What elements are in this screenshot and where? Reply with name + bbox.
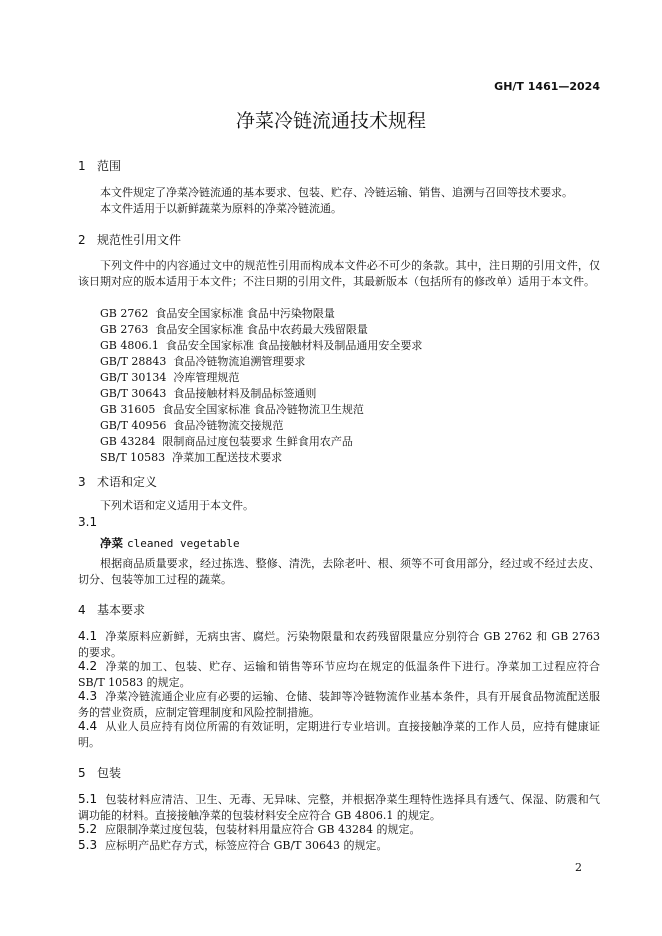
clause-text: 包装材料应清洁、卫生、无毒、无异味、完整，并根据净菜生理特性选择具有透气、保湿、防震和气调功能的材料。直接接触净菜的包装材料安全应符合 GB 4806.1 的规定。	[78, 793, 600, 822]
term-definition: 根据商品质量要求，经过拣选、整修、清洗，去除老叶、根、须等不可食用部分，经过或不经过去皮、切分、包装等加工过程的蔬菜。	[78, 557, 600, 586]
clause-paragraph	[78, 628, 600, 661]
clause-number: 4.3	[78, 689, 98, 703]
page-number: 2	[575, 861, 582, 874]
clause-number: 5.2	[78, 822, 98, 836]
clause-paragraph	[78, 718, 600, 751]
reference-item: GB 43284 限制商品过度包装要求 生鲜食用农产品	[100, 435, 353, 448]
reference-item: GB 2763 食品安全国家标准 食品中农药最大残留限量	[100, 323, 368, 336]
reference-item: GB/T 40956 食品冷链物流交接规范	[100, 419, 284, 432]
clause-paragraph	[78, 821, 600, 838]
clause-text: 净菜冷链流通企业应有必要的运输、仓储、装卸等冷链物流作业基本条件，具有开展食品物流配送服务的营业资质，应制定管理制度和风险控制措施。	[78, 690, 600, 719]
clause-text: 应限制净菜过度包装，包装材料用量应符合 GB 43284 的规定。	[105, 823, 421, 836]
paragraph: 本文件规定了净菜冷链流通的基本要求、包装、贮存、冷链运输、销售、追溯与召回等技术要求。	[100, 186, 573, 199]
section-title: 范围	[97, 159, 122, 173]
clause-number: 4.4	[78, 719, 98, 733]
reference-item: GB/T 30134 冷库管理规范	[100, 371, 240, 384]
clause-paragraph	[78, 837, 600, 854]
clause-number: 5.3	[78, 838, 98, 852]
clause-text: 从业人员应持有岗位所需的有效证明，定期进行专业培训。直接接触净菜的工作人员，应持有健康证明。	[78, 720, 600, 749]
section-4-heading	[78, 601, 145, 618]
reference-item: GB 31605 食品安全国家标准 食品冷链物流卫生规范	[100, 403, 364, 416]
standard-code: GH/T 1461—2024	[494, 80, 600, 93]
section-2-heading	[78, 231, 181, 248]
section-1-heading	[78, 157, 121, 174]
section-number: 3	[78, 475, 86, 489]
term-english: cleaned vegetable	[127, 537, 240, 550]
paragraph: 下列术语和定义适用于本文件。	[100, 499, 254, 512]
clause-paragraph	[78, 791, 600, 824]
reference-item: GB/T 28843 食品冷链物流追溯管理要求	[100, 355, 306, 368]
clause-number: 4.1	[78, 629, 98, 643]
reference-item: GB 4806.1 食品安全国家标准 食品接触材料及制品通用安全要求	[100, 339, 423, 352]
clause-paragraph	[78, 658, 600, 691]
term-entry	[100, 535, 240, 551]
section-3-heading	[78, 473, 157, 490]
section-title: 基本要求	[97, 603, 146, 617]
section-number: 5	[78, 766, 86, 780]
reference-item: GB 2762 食品安全国家标准 食品中污染物限量	[100, 307, 335, 320]
document-title: 净菜冷链流通技术规程	[235, 110, 426, 132]
reference-item: GB/T 30643 食品接触材料及制品标签通则	[100, 387, 317, 400]
section-number: 4	[78, 603, 86, 617]
clause-text: 净菜的加工、包装、贮存、运输和销售等环节应均在规定的低温条件下进行。净菜加工过程应符合 SB/T 10583 的规定。	[78, 660, 600, 689]
section-title: 术语和定义	[97, 475, 158, 489]
section-number: 1	[78, 159, 86, 173]
clause-text: 应标明产品贮存方式，标签应符合 GB/T 30643 的规定。	[105, 839, 388, 852]
section-title: 规范性引用文件	[97, 233, 182, 247]
section-title: 包装	[97, 766, 122, 780]
section-number: 2	[78, 233, 86, 247]
clause-number: 5.1	[78, 792, 98, 806]
clause-number: 4.2	[78, 659, 98, 673]
paragraph: 本文件适用于以新鲜蔬菜为原料的净菜冷链流通。	[100, 202, 342, 215]
clause-paragraph	[78, 688, 600, 721]
paragraph: 下列文件中的内容通过文中的规范性引用而构成本文件必不可少的条款。其中，注日期的引用文件，仅该日期对应的版本适用于本文件；不注日期的引用文件，其最新版本（包括所有的修改单）适用于本文件。	[78, 259, 600, 288]
section-5-heading	[78, 764, 121, 781]
clause-number: 3.1	[78, 515, 98, 529]
term-chinese: 净菜	[100, 536, 123, 550]
reference-item: SB/T 10583 净菜加工配送技术要求	[100, 451, 283, 464]
clause-text: 净菜原料应新鲜，无病虫害、腐烂。污染物限量和农药残留限量应分别符合 GB 2762 和 GB 2763 的要求。	[78, 630, 600, 659]
